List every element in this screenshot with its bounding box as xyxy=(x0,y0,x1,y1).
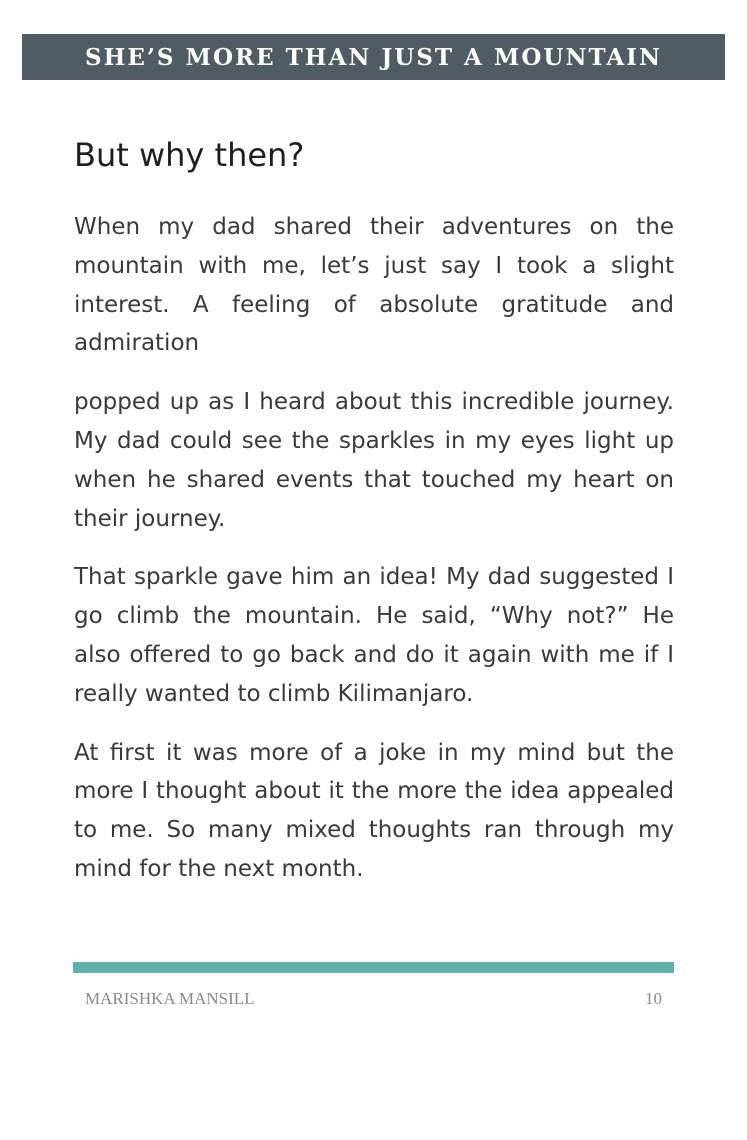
page-body xyxy=(74,132,674,889)
section-heading: But why then? xyxy=(74,136,305,174)
body-paragraph-3: That sparkle gave him an idea! My dad suggested I go climb the mountain. He said, “Why not?” He also offered to go back and do it again with me if I really wanted to climb Kilimanjaro. xyxy=(74,564,674,707)
running-header-title: SHE’S MORE THAN JUST A MOUNTAIN xyxy=(85,43,662,71)
page-number: 10 xyxy=(645,989,662,1008)
footer-divider xyxy=(73,962,674,973)
body-paragraph-1: When my dad shared their adventures on the mountain with me, let’s just say I took a slight interest. A feeling of absolute gratitude and admiration xyxy=(74,214,674,357)
footer-author: MARISHKA MANSILL xyxy=(85,989,255,1008)
running-header xyxy=(22,34,725,80)
body-paragraph-2: popped up as I heard about this incredible journey. My dad could see the sparkles in my eyes light up when he shared events that touched my heart on their journey. xyxy=(74,389,674,532)
body-paragraph-4: At first it was more of a joke in my mind but the more I thought about it the more the idea appealed to me. So many mixed thoughts ran through my mind for the next month. xyxy=(74,739,674,882)
